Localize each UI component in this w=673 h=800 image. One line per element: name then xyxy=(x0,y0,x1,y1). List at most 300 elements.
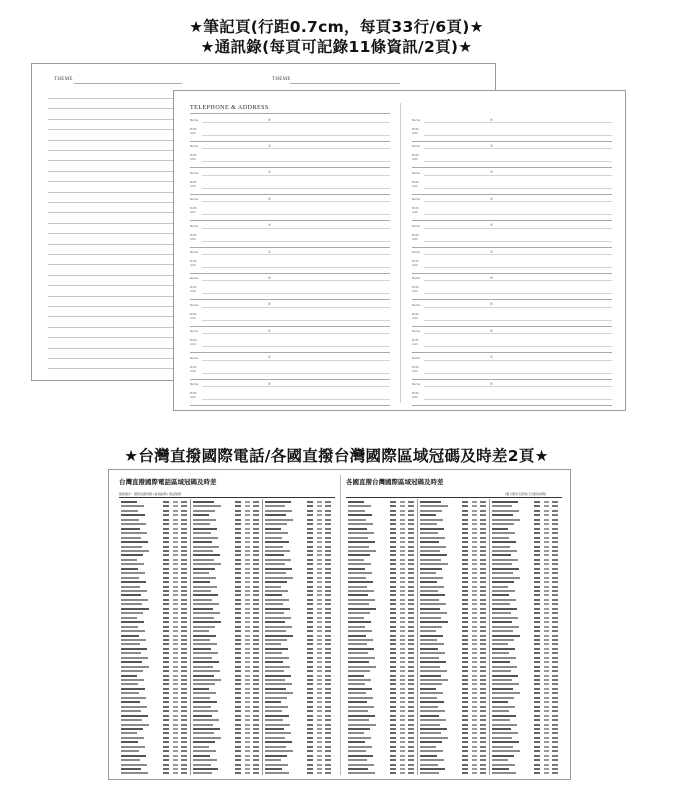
code-cell xyxy=(390,510,396,512)
diff-cell xyxy=(181,537,187,539)
diff-cell xyxy=(181,768,187,770)
country-cell xyxy=(492,719,510,721)
diff-cell xyxy=(480,643,486,645)
time-cell xyxy=(317,683,322,685)
country-cell xyxy=(265,626,292,628)
time-cell xyxy=(245,715,250,717)
code-cell xyxy=(307,652,313,654)
country-cell xyxy=(193,505,221,507)
time-cell xyxy=(400,537,405,539)
country-cell xyxy=(193,768,218,770)
country-cell xyxy=(265,683,292,685)
country-cell xyxy=(420,724,440,726)
time-cell xyxy=(472,724,477,726)
code-cell xyxy=(390,661,396,663)
code-cell xyxy=(235,657,241,659)
diff-cell xyxy=(552,679,558,681)
diff-cell xyxy=(480,737,486,739)
time-cell xyxy=(544,572,549,574)
diff-cell xyxy=(552,532,558,534)
diff-cell xyxy=(408,639,414,641)
diff-cell xyxy=(253,577,259,579)
code-cell xyxy=(235,532,241,534)
code-cell xyxy=(307,719,313,721)
birth-label: Birth xyxy=(190,338,197,343)
code-cell xyxy=(390,759,396,761)
diff-cell xyxy=(480,706,486,708)
country-cell xyxy=(121,559,137,561)
time-cell xyxy=(472,501,477,503)
code-cell xyxy=(462,648,468,650)
country-cell xyxy=(348,643,367,645)
country-cell xyxy=(420,612,447,614)
code-cell xyxy=(307,648,313,650)
time-cell xyxy=(400,528,405,530)
country-cell xyxy=(193,683,215,685)
code-cell xyxy=(390,617,396,619)
diff-cell xyxy=(552,559,558,561)
country-cell xyxy=(492,510,519,512)
address-line xyxy=(202,320,390,321)
time-cell xyxy=(173,568,178,570)
diff-cell xyxy=(181,755,187,757)
diff-cell xyxy=(408,750,414,752)
diff-cell xyxy=(480,639,486,641)
country-cell xyxy=(193,577,216,579)
diff-cell xyxy=(408,510,414,512)
diff-cell xyxy=(181,732,187,734)
diff-cell xyxy=(253,594,259,596)
code-cell xyxy=(307,732,313,734)
country-cell xyxy=(348,537,368,539)
code-cell xyxy=(307,657,313,659)
code-cell xyxy=(462,764,468,766)
diff-cell xyxy=(408,621,414,623)
country-cell xyxy=(193,648,211,650)
code-cell xyxy=(163,697,169,699)
country-cell xyxy=(265,599,289,601)
time-cell xyxy=(472,523,477,525)
code-cell xyxy=(462,719,468,721)
diff-cell xyxy=(552,701,558,703)
time-cell xyxy=(400,541,405,543)
diff-cell xyxy=(253,701,259,703)
country-cell xyxy=(265,568,292,570)
diff-cell xyxy=(181,519,187,521)
country-cell xyxy=(348,724,376,726)
code-cell xyxy=(534,510,540,512)
country-cell xyxy=(420,715,439,717)
country-cell xyxy=(193,608,213,610)
diff-cell xyxy=(325,670,331,672)
country-cell xyxy=(492,750,520,752)
diff-cell xyxy=(325,666,331,668)
country-cell xyxy=(121,612,143,614)
address-line xyxy=(202,373,390,374)
country-cell xyxy=(348,701,367,703)
time-cell xyxy=(173,652,178,654)
country-cell xyxy=(193,532,211,534)
diff-cell xyxy=(181,590,187,592)
phone-glyph: ✆ xyxy=(490,355,493,360)
code-cell xyxy=(163,710,169,712)
code-cell xyxy=(462,546,468,548)
time-cell xyxy=(173,523,178,525)
diff-cell xyxy=(181,724,187,726)
country-cell xyxy=(121,750,139,752)
code-cell xyxy=(534,670,540,672)
code-cell xyxy=(390,737,396,739)
code-cell xyxy=(534,652,540,654)
time-cell xyxy=(317,519,322,521)
country-cell xyxy=(265,670,284,672)
diff-cell xyxy=(325,679,331,681)
diff-cell xyxy=(181,635,187,637)
address-label: Add. xyxy=(412,236,419,241)
address-line xyxy=(424,293,612,294)
diff-cell xyxy=(480,514,486,516)
time-cell xyxy=(173,617,178,619)
diff-cell xyxy=(325,523,331,525)
birth-label: Birth xyxy=(190,364,197,369)
entry-separator xyxy=(412,194,612,195)
code-cell xyxy=(390,568,396,570)
country-cell xyxy=(193,652,218,654)
phone-glyph: ✆ xyxy=(490,249,493,254)
time-cell xyxy=(544,546,549,548)
address-label: Add. xyxy=(412,131,419,135)
diff-cell xyxy=(480,528,486,530)
code-cell xyxy=(163,537,169,539)
table-column-divider xyxy=(190,499,191,775)
time-cell xyxy=(317,755,322,757)
time-cell xyxy=(317,541,322,543)
code-cell xyxy=(163,505,169,507)
country-cell xyxy=(420,510,442,512)
time-cell xyxy=(400,755,405,757)
diff-cell xyxy=(408,505,414,507)
time-cell xyxy=(245,719,250,721)
time-cell xyxy=(245,670,250,672)
code-cell xyxy=(163,675,169,677)
time-cell xyxy=(245,612,250,614)
code-cell xyxy=(163,755,169,757)
time-cell xyxy=(317,710,322,712)
country-cell xyxy=(193,586,217,588)
spread-gutter xyxy=(340,475,341,775)
country-cell xyxy=(121,621,144,623)
code-cell xyxy=(534,572,540,574)
time-cell xyxy=(472,550,477,552)
diff-cell xyxy=(480,577,486,579)
code-cell xyxy=(462,572,468,574)
name-line xyxy=(424,201,612,202)
phone-glyph: ✆ xyxy=(490,143,493,148)
country-cell xyxy=(420,523,437,525)
country-cell xyxy=(193,514,209,516)
time-cell xyxy=(400,514,405,516)
diff-cell xyxy=(181,501,187,503)
time-cell xyxy=(173,612,178,614)
time-cell xyxy=(173,724,178,726)
country-cell xyxy=(348,635,366,637)
code-cell xyxy=(390,514,396,516)
code-cell xyxy=(235,666,241,668)
address-line xyxy=(202,188,390,189)
diff-cell xyxy=(408,608,414,610)
country-cell xyxy=(348,510,365,512)
code-cell xyxy=(534,514,540,516)
time-cell xyxy=(472,612,477,614)
diff-cell xyxy=(408,541,414,543)
time-cell xyxy=(400,546,405,548)
time-cell xyxy=(173,697,178,699)
country-cell xyxy=(420,546,446,548)
time-cell xyxy=(173,639,178,641)
address-line xyxy=(202,346,390,347)
diff-cell xyxy=(325,510,331,512)
diff-cell xyxy=(552,577,558,579)
time-cell xyxy=(173,764,178,766)
time-cell xyxy=(544,772,549,774)
time-cell xyxy=(472,586,477,588)
country-cell xyxy=(121,599,148,601)
country-cell xyxy=(265,715,289,717)
time-cell xyxy=(317,523,322,525)
code-cell xyxy=(163,532,169,534)
entry-separator xyxy=(190,273,390,274)
code-cell xyxy=(163,528,169,530)
code-cell xyxy=(462,697,468,699)
country-cell xyxy=(265,603,283,605)
time-cell xyxy=(245,648,250,650)
diff-cell xyxy=(325,608,331,610)
code-cell xyxy=(462,581,468,583)
code-cell xyxy=(163,563,169,565)
time-cell xyxy=(317,768,322,770)
code-cell xyxy=(307,581,313,583)
diff-cell xyxy=(552,514,558,516)
country-cell xyxy=(265,528,281,530)
country-cell xyxy=(265,692,293,694)
time-cell xyxy=(472,643,477,645)
code-cell xyxy=(307,768,313,770)
code-cell xyxy=(534,519,540,521)
code-cell xyxy=(390,701,396,703)
time-cell xyxy=(245,603,250,605)
country-cell xyxy=(193,719,219,721)
time-cell xyxy=(245,759,250,761)
diff-cell xyxy=(480,537,486,539)
code-cell xyxy=(390,688,396,690)
time-cell xyxy=(317,732,322,734)
birth-label: Birth xyxy=(412,259,419,263)
code-cell xyxy=(390,532,396,534)
address-label: Add. xyxy=(412,157,419,162)
code-cell xyxy=(163,657,169,659)
time-cell xyxy=(472,661,477,663)
country-cell xyxy=(492,661,510,663)
country-cell xyxy=(265,750,293,752)
code-cell xyxy=(163,612,169,614)
country-cell xyxy=(492,568,519,570)
country-cell xyxy=(420,768,445,770)
country-cell xyxy=(193,643,217,645)
time-cell xyxy=(544,724,549,726)
diff-cell xyxy=(480,715,486,717)
country-cell xyxy=(265,772,289,774)
name-label: Name xyxy=(412,118,421,122)
birth-label: Birth xyxy=(412,391,419,395)
time-cell xyxy=(245,675,250,677)
left-table-rule xyxy=(119,497,335,498)
code-cell xyxy=(307,630,313,632)
country-cell xyxy=(420,666,440,668)
country-cell xyxy=(193,501,214,503)
code-cell xyxy=(462,728,468,730)
address-label: Add. xyxy=(412,183,419,188)
time-cell xyxy=(544,603,549,605)
diff-cell xyxy=(253,590,259,592)
time-cell xyxy=(400,750,405,752)
diff-cell xyxy=(253,554,259,556)
time-cell xyxy=(173,554,178,556)
country-cell xyxy=(348,581,373,583)
code-cell xyxy=(534,679,540,681)
code-cell xyxy=(235,568,241,570)
code-cell xyxy=(235,541,241,543)
country-cell xyxy=(193,692,216,694)
diff-cell xyxy=(253,603,259,605)
diff-cell xyxy=(408,626,414,628)
diff-cell xyxy=(552,626,558,628)
phone-glyph: ✆ xyxy=(490,117,493,122)
code-cell xyxy=(235,586,241,588)
diff-cell xyxy=(253,626,259,628)
code-cell xyxy=(235,617,241,619)
time-cell xyxy=(173,532,178,534)
entry-separator xyxy=(412,326,612,327)
code-cell xyxy=(307,666,313,668)
country-cell xyxy=(348,715,375,717)
code-cell xyxy=(462,732,468,734)
diff-cell xyxy=(552,670,558,672)
code-cell xyxy=(235,523,241,525)
address-line xyxy=(424,241,612,242)
time-cell xyxy=(544,670,549,672)
time-cell xyxy=(400,657,405,659)
table-column-divider xyxy=(417,499,418,775)
diff-cell xyxy=(480,554,486,556)
country-cell xyxy=(121,523,146,525)
diff-cell xyxy=(552,768,558,770)
diff-cell xyxy=(408,581,414,583)
code-cell xyxy=(163,546,169,548)
diff-cell xyxy=(480,750,486,752)
code-cell xyxy=(163,688,169,690)
diff-cell xyxy=(480,741,486,743)
code-cell xyxy=(163,594,169,596)
address-line xyxy=(202,267,390,268)
code-cell xyxy=(307,675,313,677)
country-cell xyxy=(265,737,285,739)
name-line xyxy=(202,175,390,176)
time-cell xyxy=(173,746,178,748)
code-cell xyxy=(235,546,241,548)
country-cell xyxy=(121,608,149,610)
time-cell xyxy=(544,652,549,654)
name-label: Name xyxy=(190,355,199,360)
country-cell xyxy=(193,510,215,512)
country-cell xyxy=(121,643,140,645)
country-cell xyxy=(420,657,439,659)
country-cell xyxy=(193,568,215,570)
country-cell xyxy=(492,755,514,757)
time-cell xyxy=(173,670,178,672)
country-cell xyxy=(265,590,288,592)
time-cell xyxy=(245,523,250,525)
address-label: Add. xyxy=(412,315,419,320)
center-divider xyxy=(400,103,401,403)
time-cell xyxy=(173,546,178,548)
address-line xyxy=(202,241,390,242)
code-cell xyxy=(534,505,540,507)
country-cell xyxy=(348,599,375,601)
diff-cell xyxy=(480,683,486,685)
diff-cell xyxy=(552,719,558,721)
country-cell xyxy=(121,594,141,596)
address-label: Add. xyxy=(190,315,197,320)
country-cell xyxy=(348,523,373,525)
time-cell xyxy=(400,737,405,739)
code-cell xyxy=(307,546,313,548)
time-cell xyxy=(472,572,477,574)
time-cell xyxy=(173,577,178,579)
diff-cell xyxy=(480,594,486,596)
code-cell xyxy=(462,741,468,743)
diff-cell xyxy=(325,590,331,592)
diff-cell xyxy=(552,683,558,685)
diff-cell xyxy=(552,612,558,614)
diff-cell xyxy=(408,594,414,596)
code-cell xyxy=(235,563,241,565)
time-cell xyxy=(173,692,178,694)
code-cell xyxy=(235,537,241,539)
time-cell xyxy=(400,670,405,672)
code-cell xyxy=(163,692,169,694)
code-cell xyxy=(307,528,313,530)
diff-cell xyxy=(253,719,259,721)
country-cell xyxy=(193,594,218,596)
country-cell xyxy=(348,683,365,685)
country-cell xyxy=(265,759,281,761)
diff-cell xyxy=(325,688,331,690)
code-cell xyxy=(534,666,540,668)
time-cell xyxy=(317,617,322,619)
name-label: Name xyxy=(412,223,421,228)
code-cell xyxy=(163,568,169,570)
diff-cell xyxy=(325,621,331,623)
time-cell xyxy=(317,608,322,610)
country-cell xyxy=(265,635,293,637)
code-cell xyxy=(235,581,241,583)
code-cell xyxy=(307,505,313,507)
code-cell xyxy=(534,657,540,659)
code-cell xyxy=(534,635,540,637)
diff-cell xyxy=(552,759,558,761)
time-cell xyxy=(245,532,250,534)
code-cell xyxy=(163,635,169,637)
